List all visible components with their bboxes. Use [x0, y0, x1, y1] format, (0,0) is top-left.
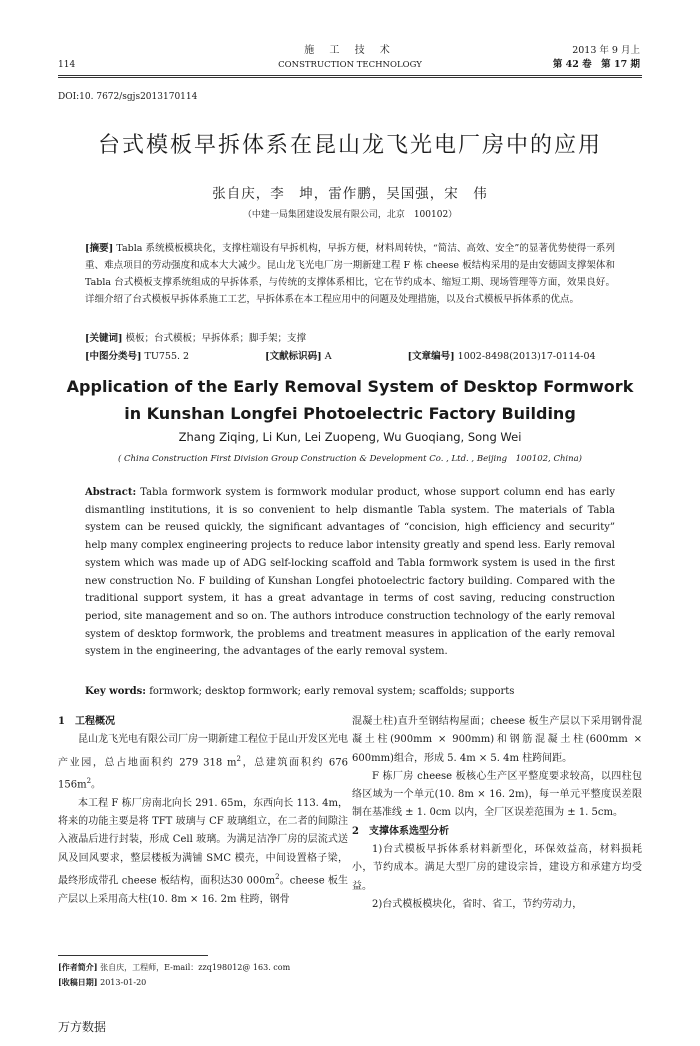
section-1-para-2: 本工程 F 栋厂房南北向长 291. 65m，东西向长 113. 4m，将来的功能主要是将 TFT 玻璃与 CF 玻璃组立，在二者的间隙注入液晶后进行封装，形成 Cell 玻璃。为满足洁净厂房的层流式送风及回风要求，整层楼板为满铺 SMC 模壳，中间设置格子梁，最终形成带孔 cheese 板结构，面积达30 $000m^2$。cheese 板生产层以上采用高大柱(10. 8m × 16. 2m 柱跨，钢骨 [58, 797, 348, 905]
section-1-para-2-cont: 混凝土柱)直升至钢结构屋面；cheese 板生产层以下采用钢骨混凝土柱(900mm × 900mm)和钢筋混凝土柱(600mm × 600mm)组合，形成 5. 4m × 5. 4m 柱跨间距。 [352, 716, 642, 764]
clc-value: TU755. 2 [144, 351, 190, 362]
section-1-heading: 1 工程概况 [58, 716, 115, 727]
section-1-para-1: 昆山龙飞光电有限公司厂房一期新建工程位于昆山开发区光电产业园，总占地面积约 279 318 $m^2$，总建筑面积约 676 $156m^2$。 [58, 734, 349, 791]
issue-date: 2013 年 9 月上 [572, 45, 640, 56]
author-bio: 张自庆，工程师，E-mail：zzq198012@ 163. com [100, 963, 291, 972]
right-column [352, 713, 642, 914]
header-rule [58, 75, 642, 76]
page-number: 114 [58, 60, 76, 70]
left-column [58, 713, 348, 909]
title-en-line2: in Kunshan Longfei Photoelectric Factory Building [124, 404, 576, 423]
keywords-en-text: formwork; desktop formwork; early removal system; scaffolds; supports [149, 686, 515, 697]
abstract-cn-text: Tabla 系统模板模块化，支撑柱端设有早拆机构，早拆方便，材料周转快，“简洁、高效、安全”的显著优势使得一系列重、难点项目的劳动强度和成本大大减少。昆山龙飞光电厂房一期新建工程 F 栋 cheese 板结构采用的是由安德固支撑架体和 Tabla 台式模板支撑系统组成的早拆体系，与传统的支撑体系相比，它在节约成本、缩短工期、现场管理等方面，效果良好。详细介绍了台式模板早拆体系施工工艺，早拆体系在本工程应用中的问题及处理措施，以及台式模板早拆体系的优点。 [85, 243, 616, 305]
header-rule-thin [58, 77, 642, 78]
affiliation-cn: （中建一局集团建设发展有限公司，北京 100102） [242, 210, 458, 220]
doc-code-value: A [324, 351, 332, 362]
keywords-en [85, 686, 615, 697]
journal-name-en: CONSTRUCTION TECHNOLOGY [278, 60, 422, 70]
authors-en: Zhang Ziqing, Li Kun, Lei Zuopeng, Wu Guoqiang, Song Wei [178, 430, 522, 444]
issue-info [553, 44, 640, 72]
footnote-rule [58, 955, 208, 956]
article-number-label: [文章编号] [407, 351, 455, 362]
keywords-cn [85, 330, 615, 344]
received-date: 2013-01-20 [100, 978, 147, 987]
section-2-para-2: 2)台式模板模块化，省时、省工，节约劳动力， [372, 898, 583, 910]
authors-cn: 张自庆，李 坤，雷作鹏，吴国强，宋 伟 [212, 186, 488, 202]
abstract-cn-label: [摘要] [85, 243, 114, 254]
affiliation-en: ( China Construction First Division Group Construction & Development Co. , Ltd. , Beijing 100102, China) [118, 454, 582, 464]
doc-code-label: [文献标识码] [265, 351, 322, 362]
section-2-heading: 2 支撑体系选型分析 [352, 825, 449, 837]
classification-line [85, 348, 615, 362]
section-2-para-1: 1)台式模板早拆体系材料新型化，环保效益高，材料损耗小，节约成本。满足大型厂房的建设宗旨，建设方和承建方均受益。 [352, 844, 642, 892]
title-cn: 台式模板早拆体系在昆山龙飞光电厂房中的应用 [97, 133, 602, 158]
volume-issue: 第 42 卷 第 17 期 [552, 59, 640, 70]
keywords-cn-label: [关键词] [85, 333, 123, 344]
abstract-en-text: Tabla formwork system is formwork modular product, whose support column end has early dismantling institutions, it is so convenient to help dismantle Tabla system. The materials of Tabla system can be reused quickly, the significant advantages of “concision, high efficiency and security” help many complex engineering projects to reduce labor intensity greatly and spend less. Early removal system which was made up of ADG self-locking scaffold and Tabla formwork system is used in the first new construction No. F building of Kunshan Longfei photoelectric factory building. Compared with the traditional support system, it has a great advantage in terms of cost saving, reducing construction period, site management and so on. The authors introduce construction technology of the early removal system of desktop formwork, the problems and treatment measures in application of the early removal system in the engineering, the advantages of the early removal system. [85, 487, 615, 658]
keywords-cn-text: 模板；台式模板；早拆体系；脚手架；支撑 [125, 333, 307, 344]
section-1-para-3: F 栋厂房 cheese 板核心生产区平整度要求较高，以四柱包络区域为一个单元(10. 8m × 16. 2m)，每一单元平整度误差限制在基准线 ± 1. 0cm 以内，全厂区误差范围为 ± 1. 5cm。 [352, 770, 642, 819]
title-en-line1: Application of the Early Removal System of Desktop Formwork [66, 377, 634, 396]
watermark: 万方数据 [58, 1020, 107, 1034]
abstract-cn [85, 240, 615, 308]
keywords-en-label: Key words: [85, 686, 146, 697]
article-number-value: 1002-8498(2013)17-0114-04 [457, 351, 596, 362]
doi: DOI:10. 7672/sgjs2013170114 [58, 92, 198, 102]
abstract-en [85, 484, 615, 661]
clc-label: [中图分类号] [85, 351, 142, 362]
title-en [60, 373, 640, 427]
journal-name-cn: 施 工 技 术 [304, 45, 396, 56]
footnote: [作者简介] 张自庆，工程师，E-mail：zzq198012@ 163. com [收稿日期] 2013-01-20 [58, 962, 291, 987]
abstract-en-label: Abstract: [85, 487, 137, 498]
